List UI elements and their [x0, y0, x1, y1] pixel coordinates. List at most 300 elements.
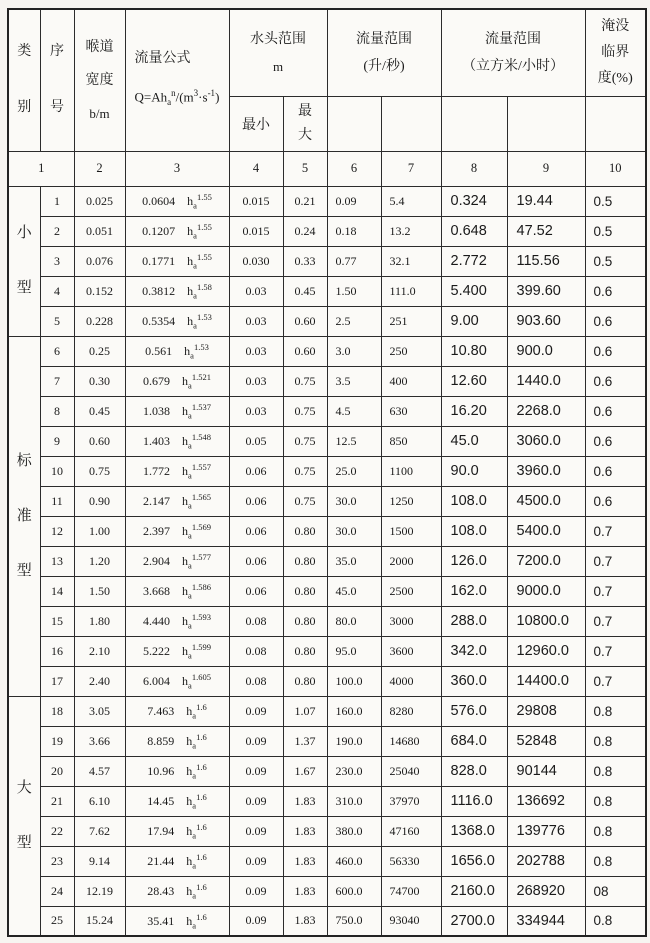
formula-h-term: $h_a^{1.6}$ [186, 851, 207, 871]
head-min-cell: 0.09 [229, 816, 283, 846]
formula-h-term: $h_a^{1.599}$ [182, 641, 211, 661]
head-max-cell: 0.80 [283, 576, 327, 606]
category-char: 大 [16, 779, 32, 796]
submergence-cell: 0.8 [585, 726, 646, 756]
header-head-min: 最小 [229, 96, 283, 151]
header-head-max [283, 96, 327, 151]
flow-max-lps-cell: 111.0 [381, 276, 441, 306]
flow-min-lps-cell: 2.5 [327, 306, 381, 336]
category-char: 小 [16, 225, 32, 241]
formula-h-term: $h_a^{1.58}$ [187, 281, 212, 301]
head-max-cell: 1.83 [283, 906, 327, 936]
formula-coefficient: 2.397 [143, 523, 171, 538]
formula-cell [125, 366, 229, 396]
formula-value [147, 912, 206, 930]
flow-min-lps-cell: 310.0 [327, 786, 381, 816]
formula-coefficient: 2.904 [143, 553, 171, 568]
flow-max-m3h-cell: 3960.0 [507, 456, 585, 486]
submergence-cell: 0.7 [585, 576, 646, 606]
formula-cell [125, 786, 229, 816]
flow-min-lps-cell: 380.0 [327, 816, 381, 846]
submergence-cell: 0.5 [585, 246, 646, 276]
head-min-cell: 0.030 [229, 246, 283, 276]
submergence-cell: 0.8 [585, 816, 646, 846]
formula-cell [125, 546, 229, 576]
head-min-cell: 0.06 [229, 486, 283, 516]
submergence-cell: 0.5 [585, 186, 646, 216]
head-max-cell: 0.60 [283, 306, 327, 336]
head-range-unit: m [272, 58, 284, 74]
flow-min-m3h-cell: 2.772 [441, 246, 507, 276]
table-row [8, 576, 646, 606]
formula-value [143, 402, 211, 420]
throat-width-cell: 0.076 [74, 246, 125, 276]
serial-cell: 16 [40, 636, 74, 666]
formula-value [145, 342, 209, 360]
flow-max-m3h-cell: 29808 [507, 696, 585, 726]
head-min-cell: 0.03 [229, 366, 283, 396]
flow-min-m3h-cell: 12.60 [441, 366, 507, 396]
header-empty-cell [441, 96, 507, 151]
throat-width-cell: 6.10 [74, 786, 125, 816]
flow-max-lps-cell: 2000 [381, 546, 441, 576]
flow-min-lps-cell: 1.50 [327, 276, 381, 306]
formula-cell [125, 846, 229, 876]
formula-value [143, 672, 211, 690]
throat-label-line2: 宽度 [85, 72, 114, 88]
flow-max-lps-cell: 850 [381, 426, 441, 456]
formula-h-term: $h_a^{1.6}$ [186, 761, 207, 781]
throat-width-cell: 2.40 [74, 666, 125, 696]
flow-min-lps-cell: 3.5 [327, 366, 381, 396]
head-max-cell: 0.75 [283, 456, 327, 486]
formula-h-term: $h_a^{1.593}$ [182, 611, 211, 631]
formula-value [147, 762, 206, 780]
formula-value [143, 432, 211, 450]
flow-min-m3h-cell: 2700.0 [441, 906, 507, 936]
table-row [8, 426, 646, 456]
throat-width-cell: 12.19 [74, 876, 125, 906]
table-row [8, 246, 646, 276]
formula-value [143, 522, 211, 540]
head-max-cell: 1.83 [283, 816, 327, 846]
head-max-cell: 0.60 [283, 336, 327, 366]
formula-coefficient: 10.96 [147, 763, 175, 778]
formula-cell [125, 186, 229, 216]
flow-max-m3h-cell: 52848 [507, 726, 585, 756]
category-char: 标 [16, 452, 32, 469]
formula-coefficient: 4.440 [143, 613, 171, 628]
flow-min-m3h-cell: 1656.0 [441, 846, 507, 876]
formula-value [143, 642, 211, 660]
flow-max-lps-cell: 74700 [381, 876, 441, 906]
formula-cell [125, 906, 229, 936]
formula-cell [125, 456, 229, 486]
formula-coefficient: 7.463 [147, 703, 175, 718]
formula-value [142, 282, 212, 300]
head-max-cell: 1.67 [283, 756, 327, 786]
category-label [9, 434, 40, 599]
submergence-cell: 0.6 [585, 306, 646, 336]
column-number-cell: 5 [283, 151, 327, 186]
flow-min-m3h-cell: 0.324 [441, 186, 507, 216]
formula-h-term: $h_a^{1.577}$ [182, 551, 211, 571]
throat-width-cell: 1.80 [74, 606, 125, 636]
formula-h-term: $h_a^{1.6}$ [186, 911, 207, 930]
head-min-cell: 0.08 [229, 606, 283, 636]
flow-max-lps-cell: 37970 [381, 786, 441, 816]
flow-max-lps-cell: 5.4 [381, 186, 441, 216]
throat-width-cell: 1.00 [74, 516, 125, 546]
column-number-cell: 1 [8, 151, 74, 186]
serial-cell: 9 [40, 426, 74, 456]
serial-cell: 12 [40, 516, 74, 546]
head-max-cell: 0.21 [283, 186, 327, 216]
throat-width-cell: 0.025 [74, 186, 125, 216]
header-head-max-label: 最大 [298, 103, 312, 143]
flow-max-m3h-cell: 903.60 [507, 306, 585, 336]
formula-value [142, 312, 212, 330]
head-min-cell: 0.09 [229, 846, 283, 876]
flow-max-m3h-cell: 9000.0 [507, 576, 585, 606]
serial-cell: 20 [40, 756, 74, 786]
flow-min-lps-cell: 0.18 [327, 216, 381, 246]
formula-value [147, 732, 206, 750]
formula-coefficient: 0.1771 [142, 253, 176, 268]
flow-max-lps-cell: 25040 [381, 756, 441, 786]
head-max-cell: 0.80 [283, 636, 327, 666]
throat-width-cell: 0.228 [74, 306, 125, 336]
flow-max-m3h-cell: 12960.0 [507, 636, 585, 666]
formula-h-term: $h_a^{1.586}$ [182, 581, 211, 601]
flow-min-m3h-cell: 0.648 [441, 216, 507, 246]
throat-width-cell: 7.62 [74, 816, 125, 846]
table-row [8, 786, 646, 816]
flow-max-m3h-cell: 202788 [507, 846, 585, 876]
category-char: 型 [16, 562, 32, 579]
formula-coefficient: 0.5354 [142, 313, 176, 328]
flow-min-m3h-cell: 360.0 [441, 666, 507, 696]
table-row [8, 186, 646, 216]
formula-cell [125, 876, 229, 906]
throat-width-cell: 9.14 [74, 846, 125, 876]
head-min-cell: 0.03 [229, 336, 283, 366]
formula-cell [125, 306, 229, 336]
formula-cell [125, 666, 229, 696]
formula-cell [125, 246, 229, 276]
flow-min-m3h-cell: 288.0 [441, 606, 507, 636]
formula-cell [125, 606, 229, 636]
throat-width-cell: 15.24 [74, 906, 125, 936]
flow-max-m3h-cell: 14400.0 [507, 666, 585, 696]
head-min-cell: 0.015 [229, 216, 283, 246]
header-serial [40, 9, 74, 151]
head-max-cell: 0.80 [283, 516, 327, 546]
formula-h-term: $h_a^{1.53}$ [184, 341, 209, 361]
table-row [8, 876, 646, 906]
serial-cell: 15 [40, 606, 74, 636]
throat-label-line1: 喉道 [85, 39, 114, 55]
head-min-cell: 0.09 [229, 756, 283, 786]
serial-cell: 5 [40, 306, 74, 336]
head-min-cell: 0.09 [229, 696, 283, 726]
flow-max-lps-cell: 14680 [381, 726, 441, 756]
column-number-cell: 8 [441, 151, 507, 186]
submergence-cell: 0.6 [585, 486, 646, 516]
flow-min-lps-cell: 160.0 [327, 696, 381, 726]
table-row [8, 486, 646, 516]
formula-cell [125, 726, 229, 756]
serial-cell: 3 [40, 246, 74, 276]
formula-h-term: $h_a^{1.6}$ [186, 731, 207, 751]
flow-min-lps-cell: 190.0 [327, 726, 381, 756]
formula-cell [125, 276, 229, 306]
formula-cell [125, 396, 229, 426]
formula-value [143, 552, 211, 570]
flow-min-lps-cell: 25.0 [327, 456, 381, 486]
formula-coefficient: 1.038 [143, 403, 171, 418]
flow-max-lps-cell: 93040 [381, 906, 441, 936]
header-category-label: 类别 [17, 44, 32, 116]
formula-h-term: $h_a^{1.53}$ [187, 311, 212, 331]
formula-coefficient: 0.561 [145, 343, 173, 358]
category-cell [8, 336, 40, 696]
header-row-main [8, 9, 646, 96]
flow-min-lps-cell: 12.5 [327, 426, 381, 456]
flow-max-lps-cell: 2500 [381, 576, 441, 606]
flow-lps-label: 流量范围 [356, 31, 412, 47]
serial-cell: 14 [40, 576, 74, 606]
flow-max-m3h-cell: 1440.0 [507, 366, 585, 396]
head-max-cell: 0.75 [283, 486, 327, 516]
throat-width-cell: 0.45 [74, 396, 125, 426]
formula-value [143, 372, 211, 390]
head-min-cell: 0.09 [229, 876, 283, 906]
flow-min-lps-cell: 460.0 [327, 846, 381, 876]
flow-max-lps-cell: 4000 [381, 666, 441, 696]
table-row [8, 906, 646, 936]
flow-min-m3h-cell: 108.0 [441, 486, 507, 516]
flow-m3h-label: 流量范围 [485, 31, 541, 47]
flow-min-lps-cell: 230.0 [327, 756, 381, 786]
category-label [9, 206, 40, 316]
submergence-cell: 0.6 [585, 276, 646, 306]
table-row [8, 666, 646, 696]
throat-width-cell: 1.20 [74, 546, 125, 576]
submergence-cell: 0.7 [585, 546, 646, 576]
flow-max-m3h-cell: 90144 [507, 756, 585, 786]
formula-value [147, 702, 206, 720]
formula-cell [125, 516, 229, 546]
formula-cell [125, 756, 229, 786]
flow-max-m3h-cell: 3060.0 [507, 426, 585, 456]
submergence-cell: 0.8 [585, 696, 646, 726]
submergence-cell: 0.7 [585, 666, 646, 696]
flow-min-m3h-cell: 162.0 [441, 576, 507, 606]
serial-cell: 13 [40, 546, 74, 576]
head-min-cell: 0.03 [229, 306, 283, 336]
serial-cell: 1 [40, 186, 74, 216]
head-min-cell: 0.08 [229, 666, 283, 696]
category-cell [8, 186, 40, 336]
flow-min-lps-cell: 0.09 [327, 186, 381, 216]
header-head-range [229, 9, 327, 96]
table-row [8, 696, 646, 726]
column-number-cell: 3 [125, 151, 229, 186]
flow-min-lps-cell: 600.0 [327, 876, 381, 906]
head-min-cell: 0.06 [229, 576, 283, 606]
formula-coefficient: 2.147 [143, 493, 171, 508]
submergence-cell: 0.7 [585, 606, 646, 636]
header-flow-formula [125, 9, 229, 151]
head-max-cell: 0.75 [283, 426, 327, 456]
column-number-cell: 2 [74, 151, 125, 186]
flow-min-m3h-cell: 9.00 [441, 306, 507, 336]
formula-h-term: $h_a^{1.55}$ [187, 191, 212, 211]
formula-h-term: $h_a^{1.55}$ [187, 251, 212, 271]
serial-cell: 11 [40, 486, 74, 516]
flow-min-lps-cell: 750.0 [327, 906, 381, 936]
throat-width-cell: 0.60 [74, 426, 125, 456]
formula-cell [125, 696, 229, 726]
flow-max-m3h-cell: 115.56 [507, 246, 585, 276]
flow-min-lps-cell: 80.0 [327, 606, 381, 636]
flow-m3h-unit: （立方米/小时） [462, 58, 564, 74]
formula-cell [125, 816, 229, 846]
formula-h-term: $h_a^{1.548}$ [182, 431, 211, 451]
head-max-cell: 1.83 [283, 786, 327, 816]
flow-max-m3h-cell: 10800.0 [507, 606, 585, 636]
flow-min-m3h-cell: 1368.0 [441, 816, 507, 846]
flow-max-m3h-cell: 900.0 [507, 336, 585, 366]
formula-cell [125, 216, 229, 246]
submergence-cell: 0.6 [585, 456, 646, 486]
flow-min-m3h-cell: 108.0 [441, 516, 507, 546]
flow-max-lps-cell: 630 [381, 396, 441, 426]
submergence-cell: 0.8 [585, 756, 646, 786]
flow-min-m3h-cell: 1116.0 [441, 786, 507, 816]
serial-cell: 6 [40, 336, 74, 366]
column-number-cell: 7 [381, 151, 441, 186]
submergence-cell: 08 [585, 876, 646, 906]
flow-max-lps-cell: 13.2 [381, 216, 441, 246]
flow-max-m3h-cell: 47.52 [507, 216, 585, 246]
serial-cell: 25 [40, 906, 74, 936]
serial-cell: 4 [40, 276, 74, 306]
head-min-cell: 0.09 [229, 906, 283, 936]
formula-coefficient: 8.859 [147, 733, 175, 748]
table-row [8, 516, 646, 546]
formula-value [143, 582, 211, 600]
formula-coefficient: 0.1207 [142, 223, 176, 238]
flow-min-lps-cell: 95.0 [327, 636, 381, 666]
formula-h-term: $h_a^{1.55}$ [187, 221, 212, 241]
flow-min-m3h-cell: 342.0 [441, 636, 507, 666]
submergence-line3: 度(%) [597, 70, 633, 86]
formula-expression: $Q=Ah_a^n/(m^3\cdot s^{-1})$ [134, 87, 220, 107]
head-max-cell: 0.45 [283, 276, 327, 306]
serial-cell: 17 [40, 666, 74, 696]
flow-min-m3h-cell: 828.0 [441, 756, 507, 786]
table-row [8, 456, 646, 486]
serial-cell: 18 [40, 696, 74, 726]
header-row-numbers [8, 151, 646, 186]
header-throat-width [74, 9, 125, 151]
table-row [8, 546, 646, 576]
flow-max-m3h-cell: 334944 [507, 906, 585, 936]
serial-cell: 21 [40, 786, 74, 816]
flow-max-lps-cell: 400 [381, 366, 441, 396]
serial-cell: 2 [40, 216, 74, 246]
flow-min-m3h-cell: 576.0 [441, 696, 507, 726]
formula-h-term: $h_a^{1.6}$ [186, 791, 207, 811]
formula-h-term: $h_a^{1.557}$ [182, 461, 211, 481]
head-max-cell: 0.80 [283, 606, 327, 636]
formula-coefficient: 5.222 [143, 643, 171, 658]
head-min-cell: 0.03 [229, 276, 283, 306]
flow-max-lps-cell: 3600 [381, 636, 441, 666]
formula-coefficient: 28.43 [147, 883, 175, 898]
serial-cell: 10 [40, 456, 74, 486]
formula-h-term: $h_a^{1.6}$ [186, 701, 207, 721]
header-submergence [585, 9, 646, 96]
header-flow-range-m3h [441, 9, 585, 96]
flow-max-lps-cell: 47160 [381, 816, 441, 846]
throat-width-cell: 0.152 [74, 276, 125, 306]
formula-h-term: $h_a^{1.605}$ [182, 671, 211, 691]
head-min-cell: 0.05 [229, 426, 283, 456]
flow-min-m3h-cell: 90.0 [441, 456, 507, 486]
formula-label: 流量公式 [134, 50, 191, 66]
flow-max-m3h-cell: 268920 [507, 876, 585, 906]
formula-value [147, 822, 206, 840]
flow-min-lps-cell: 0.77 [327, 246, 381, 276]
header-flow-range-lps [327, 9, 441, 96]
flow-min-m3h-cell: 45.0 [441, 426, 507, 456]
header-empty-cell [585, 96, 646, 151]
head-min-cell: 0.08 [229, 636, 283, 666]
table-row [8, 276, 646, 306]
throat-width-cell: 0.30 [74, 366, 125, 396]
throat-width-cell: 3.05 [74, 696, 125, 726]
column-number-cell: 6 [327, 151, 381, 186]
head-max-cell: 0.80 [283, 666, 327, 696]
formula-value [147, 852, 206, 870]
throat-width-cell: 0.75 [74, 456, 125, 486]
throat-width-cell: 0.051 [74, 216, 125, 246]
flow-max-m3h-cell: 399.60 [507, 276, 585, 306]
flow-max-lps-cell: 32.1 [381, 246, 441, 276]
formula-coefficient: 0.3812 [142, 283, 176, 298]
flow-max-lps-cell: 56330 [381, 846, 441, 876]
flow-max-m3h-cell: 136692 [507, 786, 585, 816]
submergence-line2: 临界 [601, 44, 630, 60]
flow-max-lps-cell: 251 [381, 306, 441, 336]
table-row [8, 726, 646, 756]
flow-max-lps-cell: 1250 [381, 486, 441, 516]
header-serial-label: 序号 [50, 44, 64, 116]
formula-h-term: $h_a^{1.6}$ [186, 821, 207, 841]
formula-cell [125, 336, 229, 366]
head-max-cell: 1.83 [283, 876, 327, 906]
formula-value [142, 192, 212, 210]
header-empty-cell [327, 96, 381, 151]
serial-cell: 24 [40, 876, 74, 906]
table-row [8, 366, 646, 396]
flow-min-m3h-cell: 5.400 [441, 276, 507, 306]
formula-h-term: $h_a^{1.565}$ [182, 491, 211, 511]
submergence-cell: 0.7 [585, 636, 646, 666]
